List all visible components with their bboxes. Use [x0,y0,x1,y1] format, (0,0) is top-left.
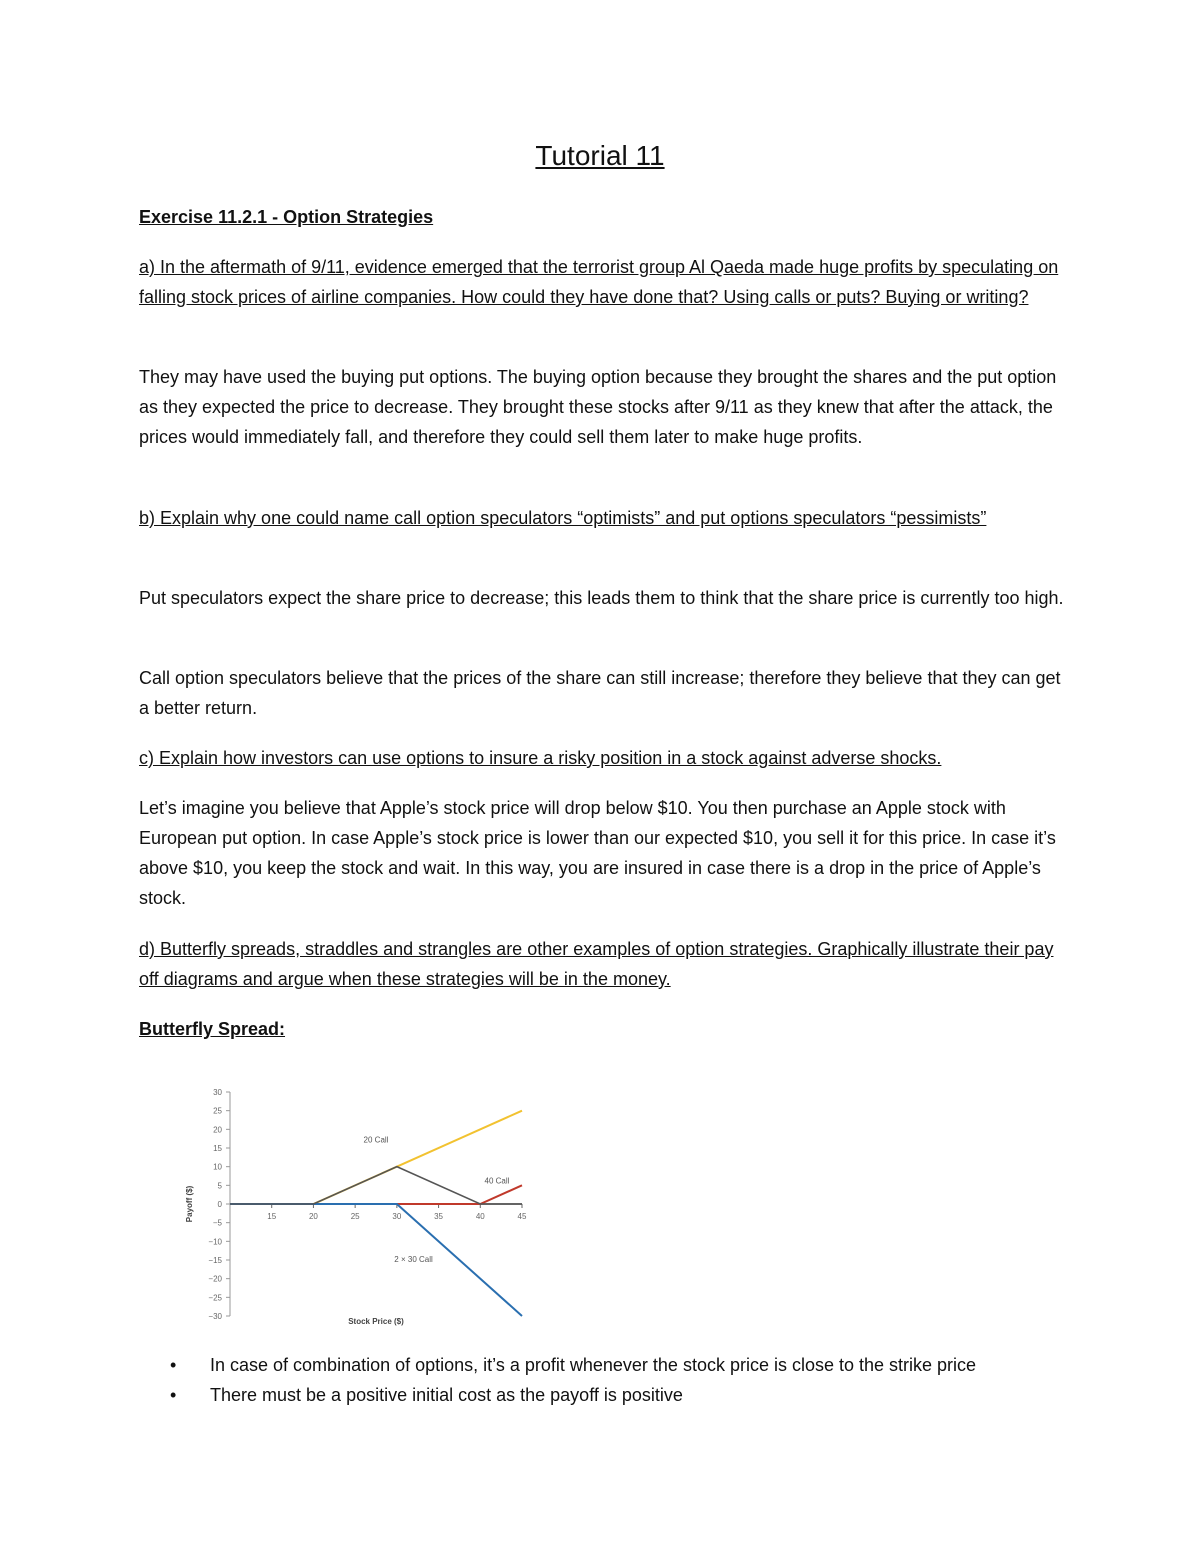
y-tick-label: 5 [217,1181,222,1191]
x-tick-label: 25 [350,1212,360,1221]
question-b: b) Explain why one could name call option speculators “optimists” and put options speculators “pessimists” [139,508,987,528]
answer-b-call: Call option speculators believe that the prices of the share can still increase; therefore they believe that they can get a better return. [139,668,1061,718]
butterfly-payoff-chart [178,1080,538,1330]
y-tick-label: 0 [217,1200,222,1209]
x-tick-label: 45 [517,1212,527,1221]
series-line [230,1111,522,1204]
question-a: a) In the aftermath of 9/11, evidence emerged that the terrorist group Al Qaeda made huge profits by speculating on falling stock prices of airline companies. How could they have done that? Using calls or puts? Buying or writing? [139,257,1059,307]
series-label: 20 Call [363,1135,389,1145]
butterfly-heading: Butterfly Spread: [139,1019,286,1039]
answer-c: Let’s imagine you believe that Apple’s stock price will drop below $10. You then purchase an Apple stock with European put option. In case Apple’s stock price is lower than our expected $10, you sell it for this price. In case it’s above $10, you keep the stock and wait. In this way, you are insured in case there is a drop in the price of Apple’s stock. [139,798,1056,908]
list-item: • There must be a positive initial cost as the payoff is positive [170,1380,1100,1410]
series-line [230,1167,522,1204]
conclusion-list [170,1350,1100,1410]
x-tick-label: 30 [392,1212,402,1221]
series-label: 40 Call [484,1176,510,1186]
page-title: Tutorial 11 [535,140,665,171]
exercise-heading: Exercise 11.2.1 - Option Strategies [139,207,434,227]
series-label: 2 × 30 Call [394,1254,433,1264]
question-d: d) Butterfly spreads, straddles and strangles are other examples of option strategies. Graphically illustrate their pay off diagrams and argue when these strategies will be in the money. [139,939,1054,989]
y-tick-label: −30 [208,1312,222,1321]
x-tick-label: 15 [267,1212,277,1221]
y-tick-label: −20 [208,1274,222,1284]
y-tick-label: 10 [213,1162,222,1172]
y-tick-label: 20 [213,1125,222,1135]
list-item: • In case of combination of options, it’s a profit whenever the stock price is close to the strike price [170,1350,1100,1380]
x-tick-label: 20 [308,1212,318,1221]
answer-a: They may have used the buying put options. The buying option because they brought the shares and the put option as they expected the price to decrease. They brought these stocks after 9/11 as they knew that after the attack, the prices would immediately fall, and therefore they could sell them later to make huge profits. [139,367,1057,447]
y-tick-label: −15 [208,1256,222,1265]
y-tick-label: −25 [208,1293,222,1303]
y-axis-label: Payoff ($) [185,1185,194,1223]
x-tick-label: 35 [434,1212,444,1221]
y-tick-label: −5 [212,1218,222,1228]
y-tick-label: 15 [213,1144,222,1153]
x-tick-label: 40 [475,1212,485,1221]
y-tick-label: −10 [208,1237,222,1247]
y-tick-label: 30 [213,1088,222,1097]
x-axis-label: Stock Price ($) [348,1317,404,1326]
question-c: c) Explain how investors can use options to insure a risky position in a stock against adverse shocks. [139,748,942,768]
series-line [230,1185,522,1204]
answer-b-put: Put speculators expect the share price to decrease; this leads them to think that the share price is currently too high. [139,588,1064,608]
y-tick-label: 25 [213,1106,222,1116]
